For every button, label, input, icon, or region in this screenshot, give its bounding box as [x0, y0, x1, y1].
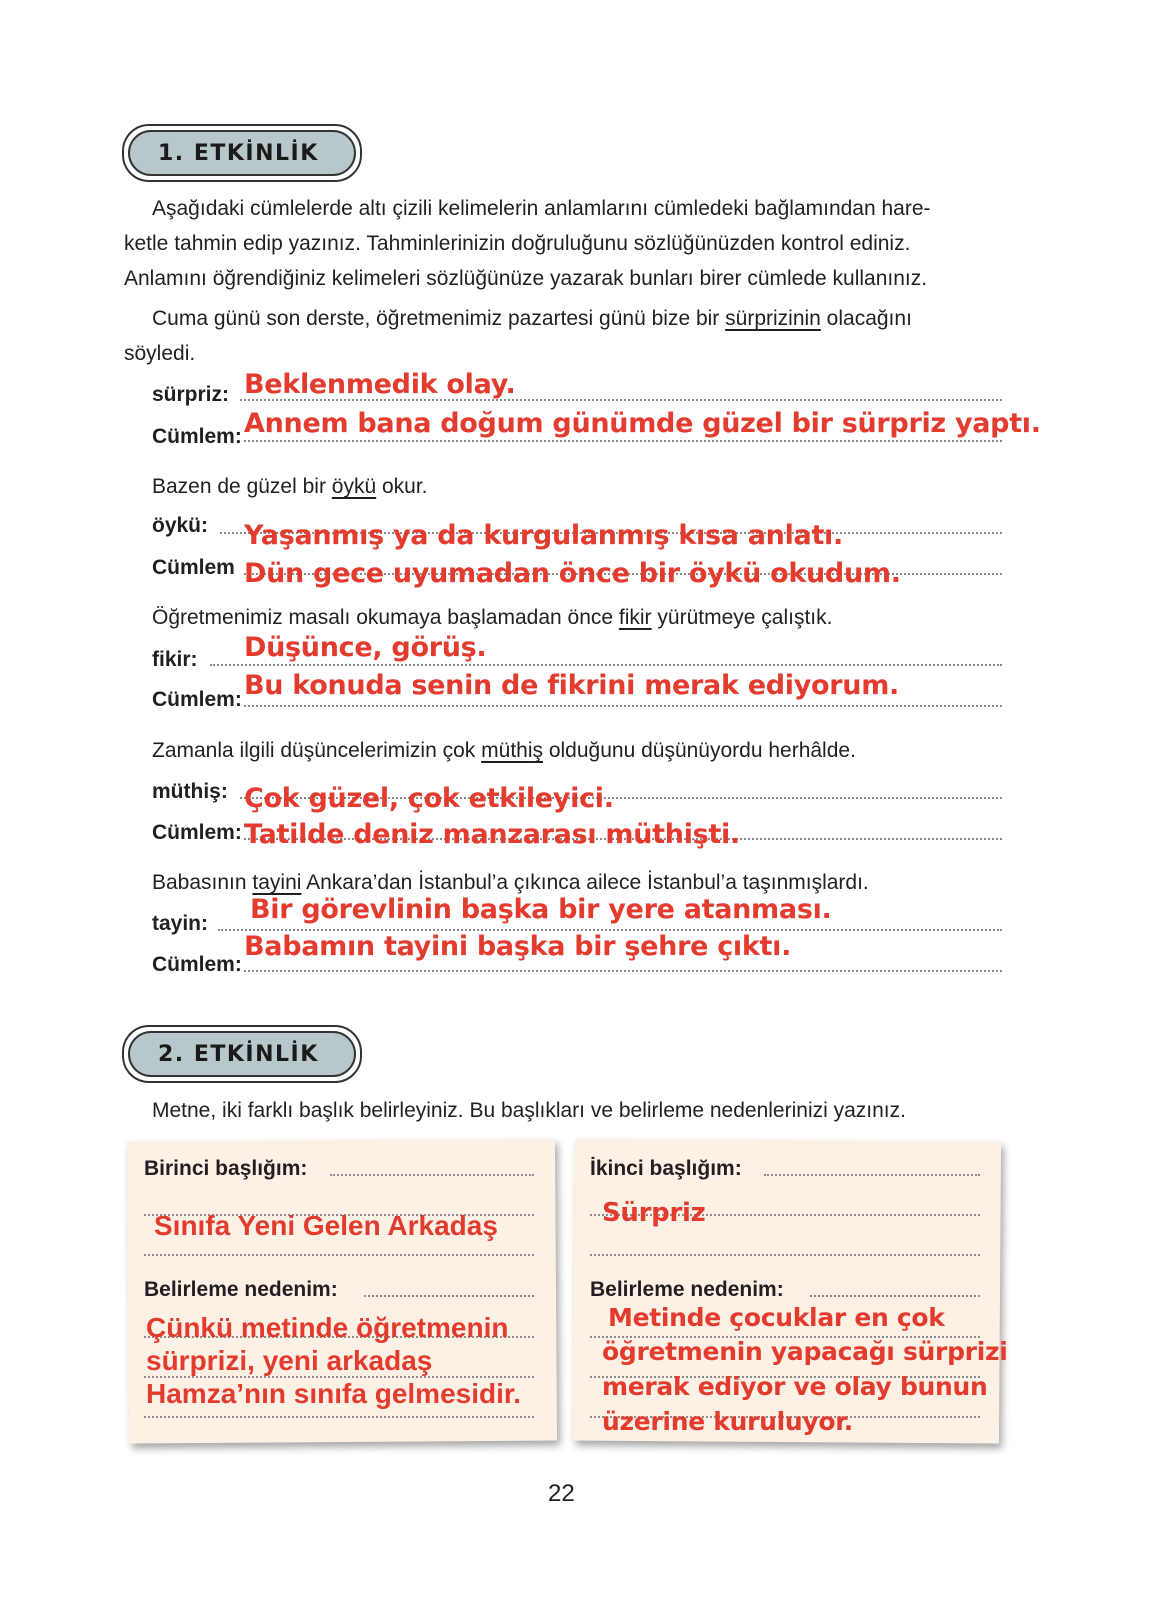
- example-answer: Babamın tayini başka bir şehre çıktı.: [244, 931, 792, 962]
- activity2-instruction: Metne, iki farklı başlık belirleyiniz. Bu başlıkları ve belirleme nedenlerinizi yazınız.: [152, 1099, 906, 1122]
- meaning-answer: Beklenmedik olay.: [244, 369, 516, 400]
- sentence-1-line2: söyledi.: [124, 342, 196, 365]
- intro-line-1: Aşağıdaki cümlelerde altı çizili kelimelerin anlamlarını cümledeki bağlamından hare-: [152, 197, 931, 220]
- left-reason-line: Hamza’nın sınıfa gelmesidir.: [146, 1378, 522, 1409]
- word-label-surpriz: sürpriz:: [152, 383, 230, 406]
- right-reason-line: merak ediyor ve olay bunun: [602, 1372, 988, 1401]
- sentence-1: Cuma günü son derste, öğretmenimiz pazartesi günü bize bir sürprizinin olacağını: [152, 307, 912, 330]
- meaning-answer: Bir görevlinin başka bir yere atanması.: [250, 894, 832, 925]
- activity1-badge-label: 1. ETKİNLİK: [128, 130, 356, 176]
- word-label-fikir: fikir:: [152, 648, 198, 671]
- sentence-4: Zamanla ilgili düşüncelerimizin çok müthiş olduğunu düşünüyordu herhâlde.: [152, 739, 856, 762]
- sentence-2: Bazen de güzel bir öykü okur.: [152, 475, 428, 498]
- example-answer: Dün gece uyumadan önce bir öykü okudum.: [244, 558, 901, 589]
- left-title-label: Birinci başlığım:: [144, 1157, 308, 1180]
- right-title-label: İkinci başlığım:: [590, 1157, 742, 1180]
- cumlem-label: Cümlem: [152, 556, 235, 579]
- word-label-muthis: müthiş:: [152, 780, 228, 803]
- page-number: 22: [548, 1480, 575, 1507]
- left-reason-line: sürprizi, yeni arkadaş: [146, 1345, 433, 1376]
- word-label-tayin: tayin:: [152, 912, 209, 935]
- cumlem-label: Cümlem:: [152, 688, 242, 711]
- example-answer: Tatilde deniz manzarası müthişti.: [244, 819, 740, 850]
- underlined-word: tayini: [252, 871, 302, 894]
- sentence-3: Öğretmenimiz masalı okumaya başlamadan önce fikir yürütmeye çalıştık.: [152, 606, 833, 629]
- intro-line-2: ketle tahmin edip yazınız. Tahminlerinizin doğruluğunu sözlüğünüzden kontrol ediniz.: [124, 232, 911, 255]
- word-label-oyku: öykü:: [152, 514, 209, 537]
- underlined-word: müthiş: [481, 739, 543, 762]
- activity2-badge-label: 2. ETKİNLİK: [128, 1031, 356, 1077]
- activity1-badge: [122, 124, 362, 182]
- underlined-word: sürprizinin: [725, 307, 821, 330]
- activity2-badge: [122, 1025, 362, 1083]
- left-reason-label: Belirleme nedenim:: [144, 1278, 338, 1301]
- example-answer: Bu konuda senin de fikrini merak ediyorum.: [244, 670, 900, 701]
- cumlem-label: Cümlem:: [152, 953, 242, 976]
- right-reason-line: Metinde çocuklar en çok: [608, 1303, 945, 1332]
- underlined-word: fikir: [618, 606, 652, 629]
- right-reason-label: Belirleme nedenim:: [590, 1278, 784, 1301]
- left-reason-line: Çünkü metinde öğretmenin: [146, 1312, 509, 1343]
- right-reason-line: üzerine kuruluyor.: [602, 1407, 853, 1436]
- cumlem-label: Cümlem:: [152, 821, 242, 844]
- meaning-answer: Düşünce, görüş.: [244, 632, 487, 663]
- meaning-answer: Çok güzel, çok etkileyici.: [244, 783, 614, 814]
- cumlem-label: Cümlem:: [152, 425, 242, 448]
- meaning-answer: Yaşanmış ya da kurgulanmış kısa anlatı.: [244, 520, 843, 551]
- underlined-word: öykü: [331, 475, 377, 498]
- sentence-5: Babasının tayini Ankara’dan İstanbul’a çıkınca ailece İstanbul’a taşınmışlardı.: [152, 871, 869, 894]
- right-title-answer: Sürpriz: [602, 1198, 706, 1228]
- intro-line-3: Anlamını öğrendiğiniz kelimeleri sözlüğünüze yazarak bunları birer cümlede kullanınız.: [124, 267, 928, 290]
- right-reason-line: öğretmenin yapacağı sürprizi: [602, 1337, 1008, 1366]
- example-answer: Annem bana doğum günümde güzel bir sürpriz yaptı.: [244, 408, 1041, 439]
- left-title-answer: Sınıfa Yeni Gelen Arkadaş: [154, 1210, 498, 1241]
